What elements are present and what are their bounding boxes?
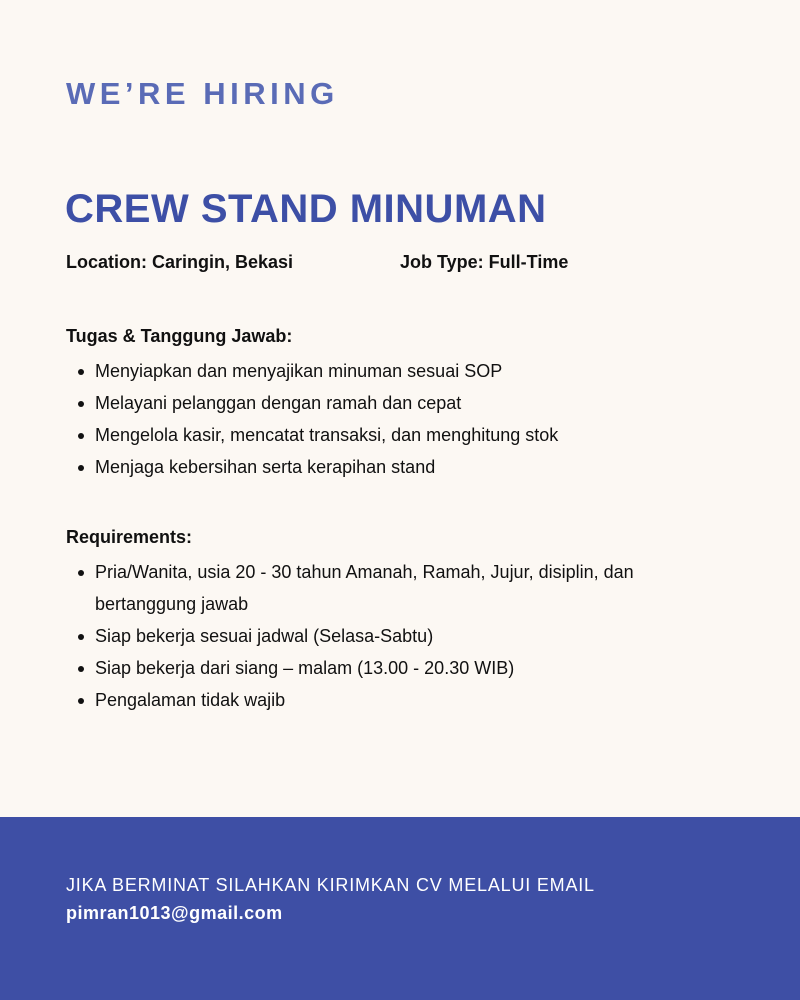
list-item: Menjaga kebersihan serta kerapihan stand bbox=[66, 451, 706, 483]
footer-banner bbox=[0, 817, 800, 1000]
list-item: Melayani pelanggan dengan ramah dan cepat bbox=[66, 387, 706, 419]
list-item: Pengalaman tidak wajib bbox=[66, 684, 706, 716]
contact-email[interactable]: pimran1013@gmail.com bbox=[66, 903, 283, 923]
job-title: CREW STAND MINUMAN bbox=[65, 187, 547, 231]
job-type: Job Type: Full-Time bbox=[400, 252, 569, 272]
footer-cta: JIKA BERMINAT SILAHKAN KIRIMKAN CV MELALUI EMAIL bbox=[66, 875, 595, 895]
duties-heading: Tugas & Tanggung Jawab: bbox=[66, 326, 293, 346]
requirements-section bbox=[66, 527, 706, 716]
list-item: Mengelola kasir, mencatat transaksi, dan menghitung stok bbox=[66, 419, 706, 451]
list-item: Siap bekerja sesuai jadwal (Selasa-Sabtu) bbox=[66, 620, 706, 652]
list-item: Menyiapkan dan menyajikan minuman sesuai SOP bbox=[66, 355, 706, 387]
eyebrow-heading: WE’RE HIRING bbox=[66, 76, 339, 111]
location: Location: Caringin, Bekasi bbox=[66, 252, 294, 272]
requirements-heading: Requirements: bbox=[66, 527, 193, 547]
list-item: Pria/Wanita, usia 20 - 30 tahun Amanah, Ramah, Jujur, disiplin, dan bertanggung jawab bbox=[66, 556, 706, 620]
list-item: Siap bekerja dari siang – malam (13.00 - 20.30 WIB) bbox=[66, 652, 706, 684]
duties-section bbox=[66, 326, 706, 483]
